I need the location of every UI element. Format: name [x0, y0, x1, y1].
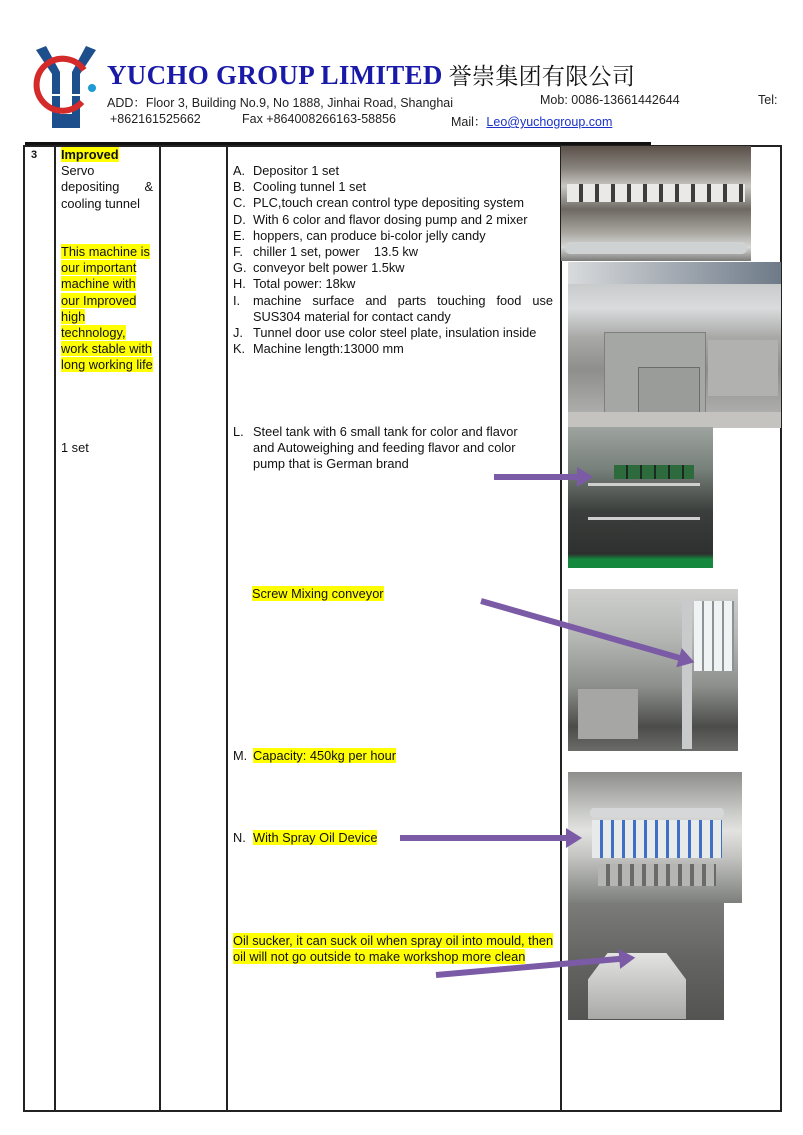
- spec-letter: B.: [233, 179, 246, 195]
- spec-text: [253, 748, 553, 764]
- spray-oil-device-photo: [568, 772, 742, 903]
- capacity-highlight: Capacity: 450kg per hour: [253, 748, 396, 763]
- spec-list-L: [233, 424, 553, 473]
- item-description-highlight: This machine is our important machine with our Improved high technology, work stable with long working life: [61, 244, 153, 373]
- item-name-cell: [61, 147, 153, 212]
- spec-letter: M.: [233, 748, 248, 763]
- company-fax: Fax +864008266163-58856: [242, 112, 396, 126]
- spec-letter: N.: [233, 830, 246, 845]
- spec-item: [233, 260, 553, 276]
- spec-text: Tunnel door use color steel plate, insulation inside: [253, 325, 537, 341]
- spec-item: [233, 293, 553, 325]
- spec-letter: I.: [233, 292, 241, 308]
- spec-item: [233, 748, 553, 764]
- arrow-to-spray-icon: [400, 835, 568, 841]
- spec-text: Cooling tunnel 1 set: [253, 179, 367, 195]
- production-line-photo: [568, 262, 781, 428]
- company-name-cn: 誉崇集团有限公司: [448, 64, 636, 90]
- spec-list-M: [233, 748, 553, 764]
- table-col-border: [159, 145, 161, 1112]
- row-number: 3: [31, 149, 38, 161]
- spec-letter: J.: [233, 325, 243, 341]
- company-name-en: YUCHO GROUP LIMITED: [107, 60, 443, 90]
- company-mail: [451, 112, 612, 130]
- depositor-heads-photo: [561, 146, 751, 261]
- spray-oil-highlight: With Spray Oil Device: [253, 830, 378, 845]
- spec-item: [233, 325, 553, 341]
- spec-text: machine surface and parts touching food use SUS304 material for contact candy: [253, 292, 553, 324]
- table-col-border: [23, 145, 25, 1112]
- spec-letter: E.: [233, 227, 246, 243]
- spec-text: PLC,touch crean control type depositing system: [253, 195, 525, 211]
- company-name: [107, 58, 635, 91]
- spec-letter: D.: [233, 211, 246, 227]
- spec-letter: L.: [233, 424, 244, 439]
- company-address: ADD：Floor 3, Building No.9, No 1888, Jinhai Road, Shanghai: [107, 96, 454, 110]
- spec-item: [233, 244, 553, 260]
- oil-sucker-note: [233, 933, 555, 965]
- spec-text: With 6 color and flavor dosing pump and 2 mixer: [253, 211, 528, 227]
- company-tel-number: +862161525662: [110, 112, 201, 126]
- table-bottom-border: [23, 1110, 782, 1112]
- company-mobile: Mob: 0086-13661442644: [540, 93, 680, 107]
- spec-letter: F.: [233, 244, 243, 260]
- steel-tank-dosing-photo: [568, 427, 713, 568]
- spec-letter: G.: [233, 260, 247, 276]
- spec-text: conveyor belt power 1.5kw: [253, 260, 405, 276]
- item-quantity: 1 set: [61, 440, 89, 455]
- spec-letter: C.: [233, 195, 246, 211]
- oil-sucker-highlight: Oil sucker, it can suck oil when spray oil into mould, then oil will not go outside to make workshop more clean: [233, 933, 554, 965]
- spec-text: chiller 1 set, power 13.5 kw: [253, 244, 419, 260]
- spec-item: [233, 179, 553, 195]
- spec-item: [233, 163, 553, 179]
- company-tel-label: Tel:: [758, 93, 778, 107]
- mail-link[interactable]: Leo@yuchogroup.com: [486, 115, 613, 129]
- spec-text: Machine length:13000 mm: [253, 341, 404, 357]
- screw-mixing-note: [252, 586, 384, 602]
- spec-letter: A.: [233, 163, 246, 178]
- screw-mixing-conveyor-photo: [568, 589, 738, 751]
- item-description: [61, 244, 153, 374]
- spec-letter: H.: [233, 276, 246, 292]
- yucho-logo-icon: [30, 44, 102, 128]
- spec-letter: K.: [233, 341, 246, 357]
- item-name: Servo depositing & cooling tunnel: [61, 163, 153, 211]
- spec-item: [233, 228, 553, 244]
- spec-item: [233, 276, 553, 292]
- item-name-highlight: Improved: [61, 147, 119, 162]
- screw-mixing-label: Screw Mixing conveyor: [252, 586, 384, 601]
- spec-list: [233, 163, 553, 357]
- spec-text: hoppers, can produce bi-color jelly candy: [253, 227, 486, 243]
- spec-item: [233, 341, 553, 357]
- table-col-border: [54, 145, 56, 1112]
- mail-label: Mail：: [451, 115, 487, 129]
- arrow-to-tank-icon: [494, 474, 579, 480]
- spec-text: Steel tank with 6 small tank for color and flavor and Autoweighing and feeding flavor and color pump that is German brand: [253, 424, 518, 472]
- spec-text: Total power: 18kw: [253, 276, 356, 292]
- spec-item: [233, 212, 553, 228]
- spec-text: Depositor 1 set: [253, 163, 340, 178]
- spec-item: [233, 195, 553, 211]
- table-col-border: [226, 145, 228, 1112]
- spec-item: [233, 424, 553, 473]
